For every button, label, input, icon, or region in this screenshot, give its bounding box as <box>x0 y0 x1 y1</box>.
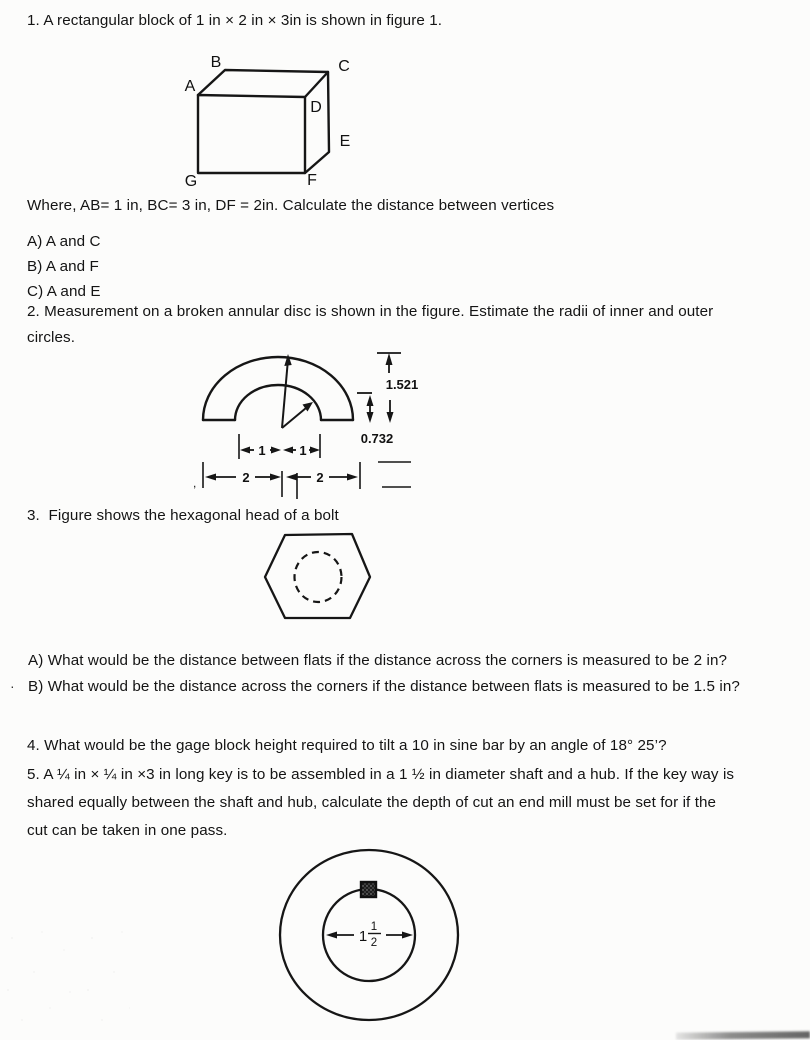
figure-4-shaft-hub <box>270 845 470 1030</box>
outer-radius-arrowhead-icon <box>284 354 291 366</box>
vertex-label-e: E <box>339 133 351 150</box>
question-3-option-b: B) What would be the distance across the corners if the distance between flats is measured to be 1.5 in? <box>28 678 740 695</box>
figure-3-hexagon <box>255 525 385 630</box>
block-front-face <box>198 95 305 173</box>
outer-width-dimension-row <box>193 462 360 499</box>
diameter-whole-number: 1 <box>358 928 368 945</box>
inner-dimension-value: 0.732 <box>360 431 394 446</box>
hub-outer-circle <box>280 850 458 1020</box>
block-right-face <box>305 72 329 173</box>
updown-arrow-bottom-icon <box>367 412 374 423</box>
scan-speckle-artifact <box>0 920 130 1040</box>
scan-smudge-artifact <box>676 1031 810 1039</box>
question-1-text: 1. A rectangular block of 1 in × 2 in × 3in is shown in figure 1. <box>27 12 443 29</box>
vertex-label-c: C <box>338 58 350 75</box>
dim1-center-left-arrowhead-icon <box>283 447 293 454</box>
question-3-text: 3. Figure shows the hexagonal head of a bolt <box>27 507 339 524</box>
bolt-circle-dashed <box>295 552 342 602</box>
margin-dot-artifact: · <box>10 678 15 694</box>
inner-half-right-value: 1 <box>299 443 307 458</box>
dim1-right-arrowhead-icon <box>310 447 320 454</box>
diameter-fraction-denominator: 2 <box>370 937 378 949</box>
outer-half-left-value: 2 <box>242 470 250 485</box>
vertex-label-b: B <box>210 54 222 71</box>
inner-width-dimension-row <box>239 434 320 459</box>
dim2-center-left-arrowhead-icon <box>286 474 297 481</box>
question-1-option-c: C) A and E <box>27 283 101 300</box>
question-2-text-line1: 2. Measurement on a broken annular disc is shown in the figure. Estimate the radii of inner and outer <box>27 303 714 320</box>
block-top-face <box>198 70 328 97</box>
hexagon-outline <box>265 534 370 618</box>
vertex-label-f: F <box>307 172 317 189</box>
vertex-label-g: G <box>184 173 198 190</box>
figure-1-block <box>180 50 370 192</box>
question-1-option-a: A) A and C <box>27 233 101 250</box>
question-3-option-a: A) What would be the distance between flats if the distance across the corners is measured to be 2 in? <box>28 652 728 669</box>
question-2-text-line2: circles. <box>27 329 76 346</box>
updown-arrow-top-icon <box>367 395 374 406</box>
comma-artifact: , <box>193 476 197 490</box>
diameter-fraction-numerator: 1 <box>370 921 378 933</box>
dim2-center-right-arrowhead-icon <box>270 474 281 481</box>
radius-arrows <box>282 354 313 428</box>
question-5-text-line2: shared equally between the shaft and hub, calculate the depth of cut an end mill must be set for if the <box>27 794 717 811</box>
dim2-left-arrowhead-icon <box>205 474 216 481</box>
vertical-dimensions <box>357 353 418 487</box>
dim2-right-arrowhead-icon <box>347 474 358 481</box>
outer-half-right-value: 2 <box>316 470 324 485</box>
diameter-left-arrowhead-icon <box>326 932 337 939</box>
diameter-right-arrowhead-icon <box>402 932 413 939</box>
question-1-option-b: B) A and F <box>27 258 99 275</box>
inner-half-left-value: 1 <box>258 443 266 458</box>
outer-dimension-value: 1.521 <box>385 377 419 392</box>
diameter-dimension <box>326 921 413 949</box>
vertex-label-d: D <box>310 99 322 116</box>
dim1-left-arrowhead-icon <box>240 447 250 454</box>
down-arrowhead-icon <box>387 412 394 423</box>
vertex-label-a: A <box>184 78 196 95</box>
question-5-text-line3: cut can be taken in one pass. <box>27 822 228 839</box>
question-4-text: 4. What would be the gage block height required to tilt a 10 in sine bar by an angle of 18° 25’? <box>27 737 667 754</box>
annulus-inner-arc <box>235 385 321 420</box>
dim1-center-right-arrowhead-icon <box>271 447 281 454</box>
annulus-outline <box>203 357 353 420</box>
question-1-where: Where, AB= 1 in, BC= 3 in, DF = 2in. Calculate the distance between vertices <box>27 197 555 214</box>
block-outline <box>198 70 329 173</box>
up-arrowhead-icon <box>386 353 393 365</box>
figure-2-annular-disc <box>185 345 435 505</box>
question-5-text-line1: 5. A ¼ in × ¼ in ×3 in long key is to be assembled in a 1 ½ in diameter shaft and a hub. If the key way is <box>27 766 735 783</box>
annulus-outer-arc <box>203 357 353 420</box>
key-square <box>361 882 376 897</box>
